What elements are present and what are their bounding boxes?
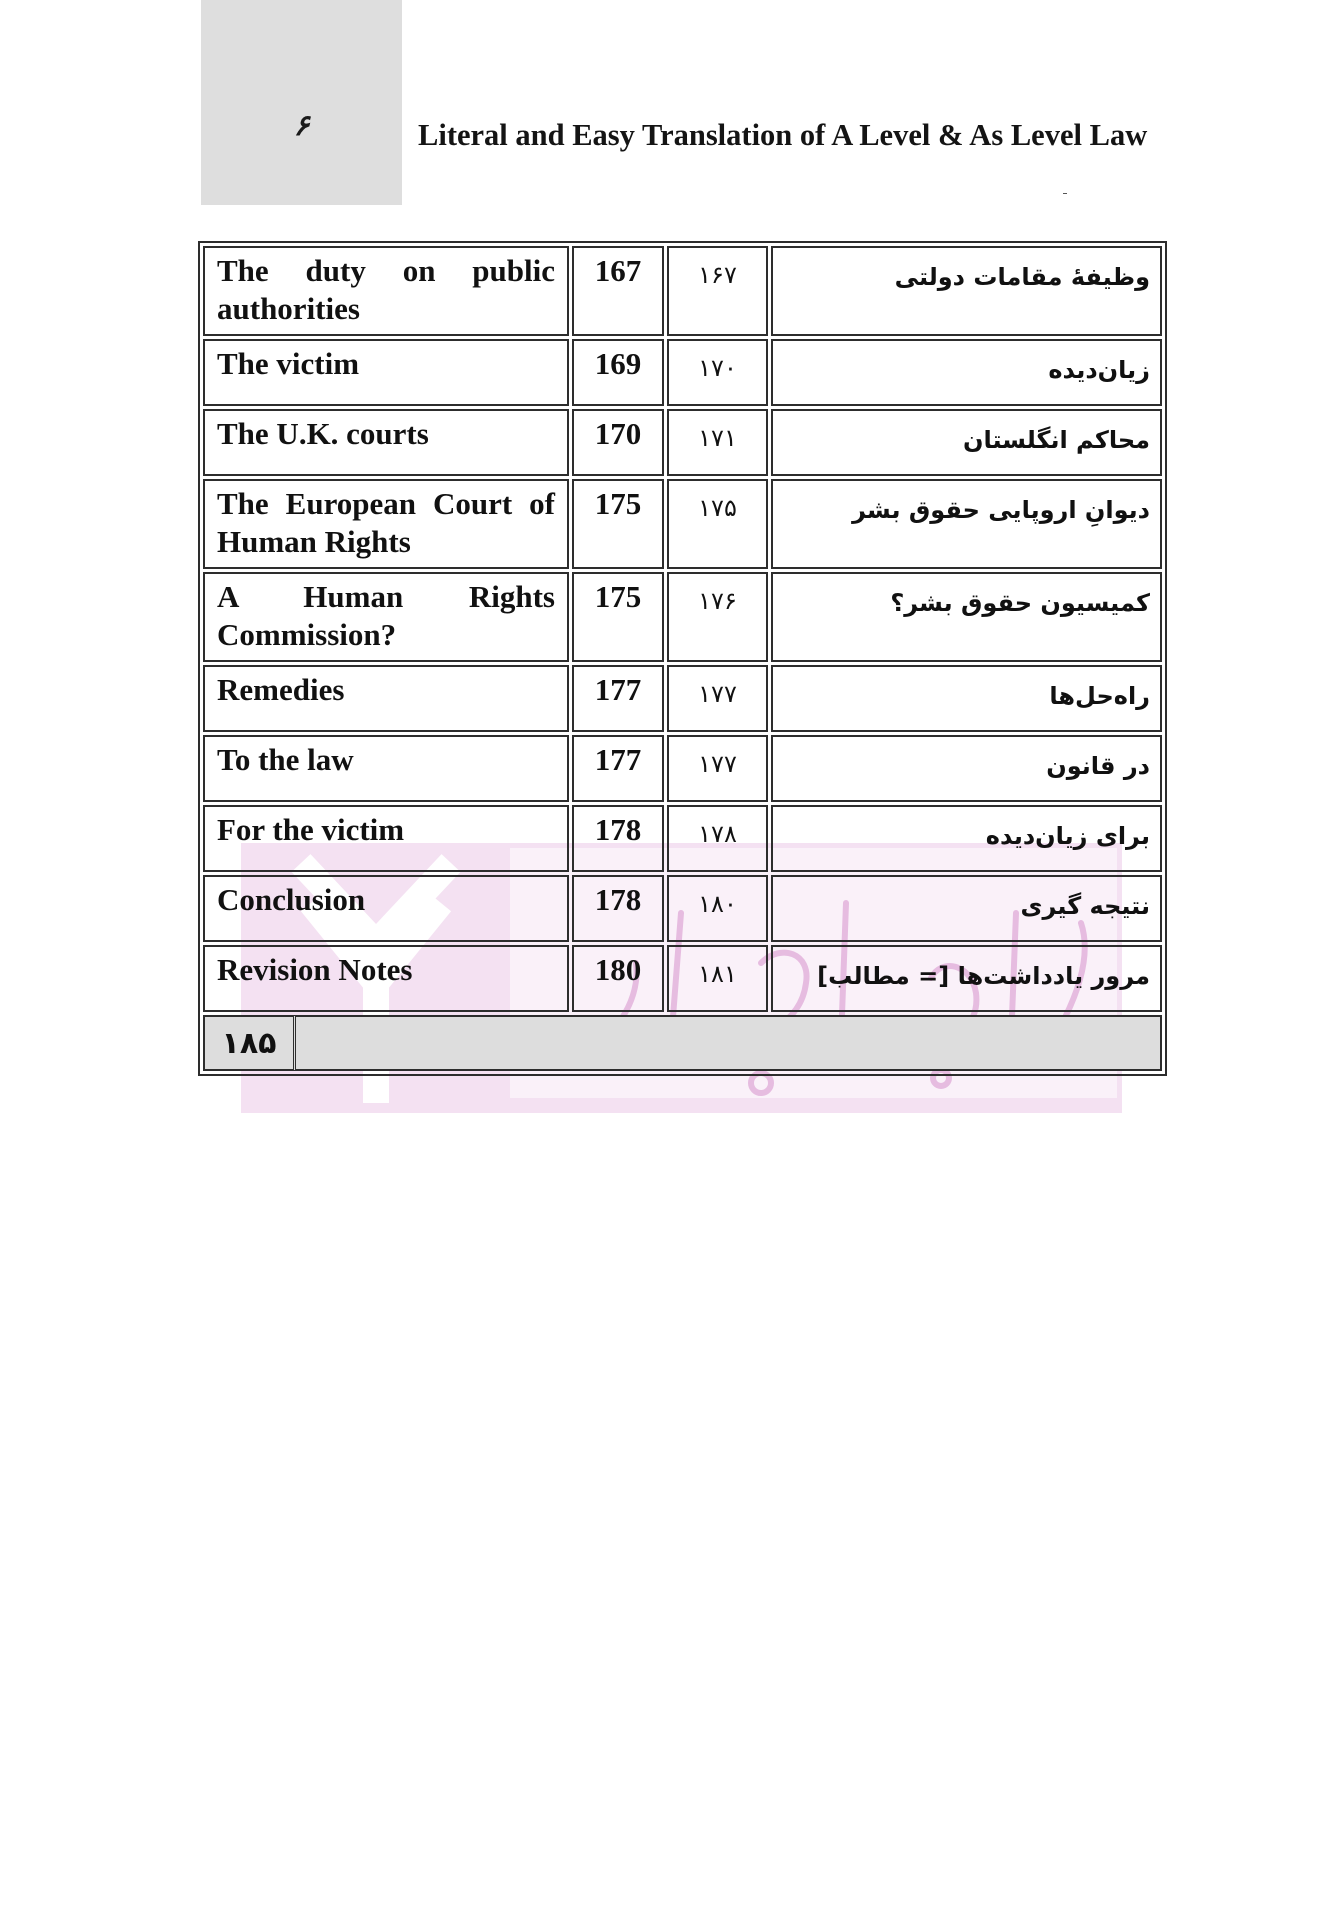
toc-english-title: To the law bbox=[203, 735, 569, 802]
toc-english-title: A Human Rights Commission? bbox=[203, 572, 569, 662]
toc-persian-title: وظیفهٔ مقامات دولتی bbox=[771, 246, 1162, 336]
toc-english-page: 167 bbox=[572, 246, 664, 336]
toc-persian-page: ۱۷۱ bbox=[667, 409, 768, 476]
toc-english-title: For the victim bbox=[203, 805, 569, 872]
toc-english-page: 175 bbox=[572, 479, 664, 569]
toc-row bbox=[203, 246, 1162, 336]
toc-persian-title: مرور یادداشت‌ها [= مطالب] bbox=[771, 945, 1162, 1012]
toc-persian-title: زیان‌دیده bbox=[771, 339, 1162, 406]
toc-persian-page: ۱۷۸ bbox=[667, 805, 768, 872]
page-number: ۶ bbox=[293, 108, 310, 142]
toc-persian-title: راه‌حل‌ها bbox=[771, 665, 1162, 732]
toc-persian-page: ۱۸۰ bbox=[667, 875, 768, 942]
toc-english-title: Remedies bbox=[203, 665, 569, 732]
toc-persian-page: ۱۷۷ bbox=[667, 735, 768, 802]
toc-english-page: 178 bbox=[572, 805, 664, 872]
header-mark bbox=[1063, 193, 1067, 194]
toc-footer-bar bbox=[203, 1015, 1162, 1071]
toc-row bbox=[203, 735, 1162, 802]
toc-persian-page: ۱۸۱ bbox=[667, 945, 768, 1012]
toc-english-page: 177 bbox=[572, 665, 664, 732]
toc-row bbox=[203, 479, 1162, 569]
toc-footer-fill bbox=[296, 1015, 1162, 1071]
toc-row bbox=[203, 875, 1162, 942]
toc-footer-cell bbox=[203, 1015, 1162, 1071]
toc-english-page: 169 bbox=[572, 339, 664, 406]
toc-row bbox=[203, 805, 1162, 872]
page-number-box bbox=[201, 0, 402, 205]
running-header-title: Literal and Easy Translation of A Level & As Level Law bbox=[418, 118, 1148, 152]
toc-persian-page: ۱۷۷ bbox=[667, 665, 768, 732]
toc-row bbox=[203, 945, 1162, 1012]
toc-english-title: Revision Notes bbox=[203, 945, 569, 1012]
toc-row bbox=[203, 572, 1162, 662]
toc-row bbox=[203, 665, 1162, 732]
toc-row bbox=[203, 339, 1162, 406]
toc-persian-title: نتیجه گیری bbox=[771, 875, 1162, 942]
toc-persian-page: ۱۷۰ bbox=[667, 339, 768, 406]
toc-english-page: 178 bbox=[572, 875, 664, 942]
toc-footer-row bbox=[203, 1015, 1162, 1071]
toc-english-title: The U.K. courts bbox=[203, 409, 569, 476]
toc-english-page: 175 bbox=[572, 572, 664, 662]
toc-persian-title: برای زیان‌دیده bbox=[771, 805, 1162, 872]
toc-english-page: 170 bbox=[572, 409, 664, 476]
toc-english-title: The victim bbox=[203, 339, 569, 406]
toc-persian-page: ۱۶۷ bbox=[667, 246, 768, 336]
toc-row bbox=[203, 409, 1162, 476]
toc-english-title: The European Court of Human Rights bbox=[203, 479, 569, 569]
table-of-contents bbox=[198, 241, 1167, 1076]
toc-footer-number: ۱۸۵ bbox=[203, 1015, 296, 1071]
toc-persian-title: کمیسیون حقوق بشر؟ bbox=[771, 572, 1162, 662]
toc-persian-title: در قانون bbox=[771, 735, 1162, 802]
toc-english-page: 180 bbox=[572, 945, 664, 1012]
toc-english-title: Conclusion bbox=[203, 875, 569, 942]
toc-persian-title: محاکم انگلستان bbox=[771, 409, 1162, 476]
toc-english-title: The duty on public authorities bbox=[203, 246, 569, 336]
toc-english-page: 177 bbox=[572, 735, 664, 802]
toc-persian-page: ۱۷۶ bbox=[667, 572, 768, 662]
toc-persian-page: ۱۷۵ bbox=[667, 479, 768, 569]
toc-persian-title: دیوانِ اروپایی حقوق بشر bbox=[771, 479, 1162, 569]
